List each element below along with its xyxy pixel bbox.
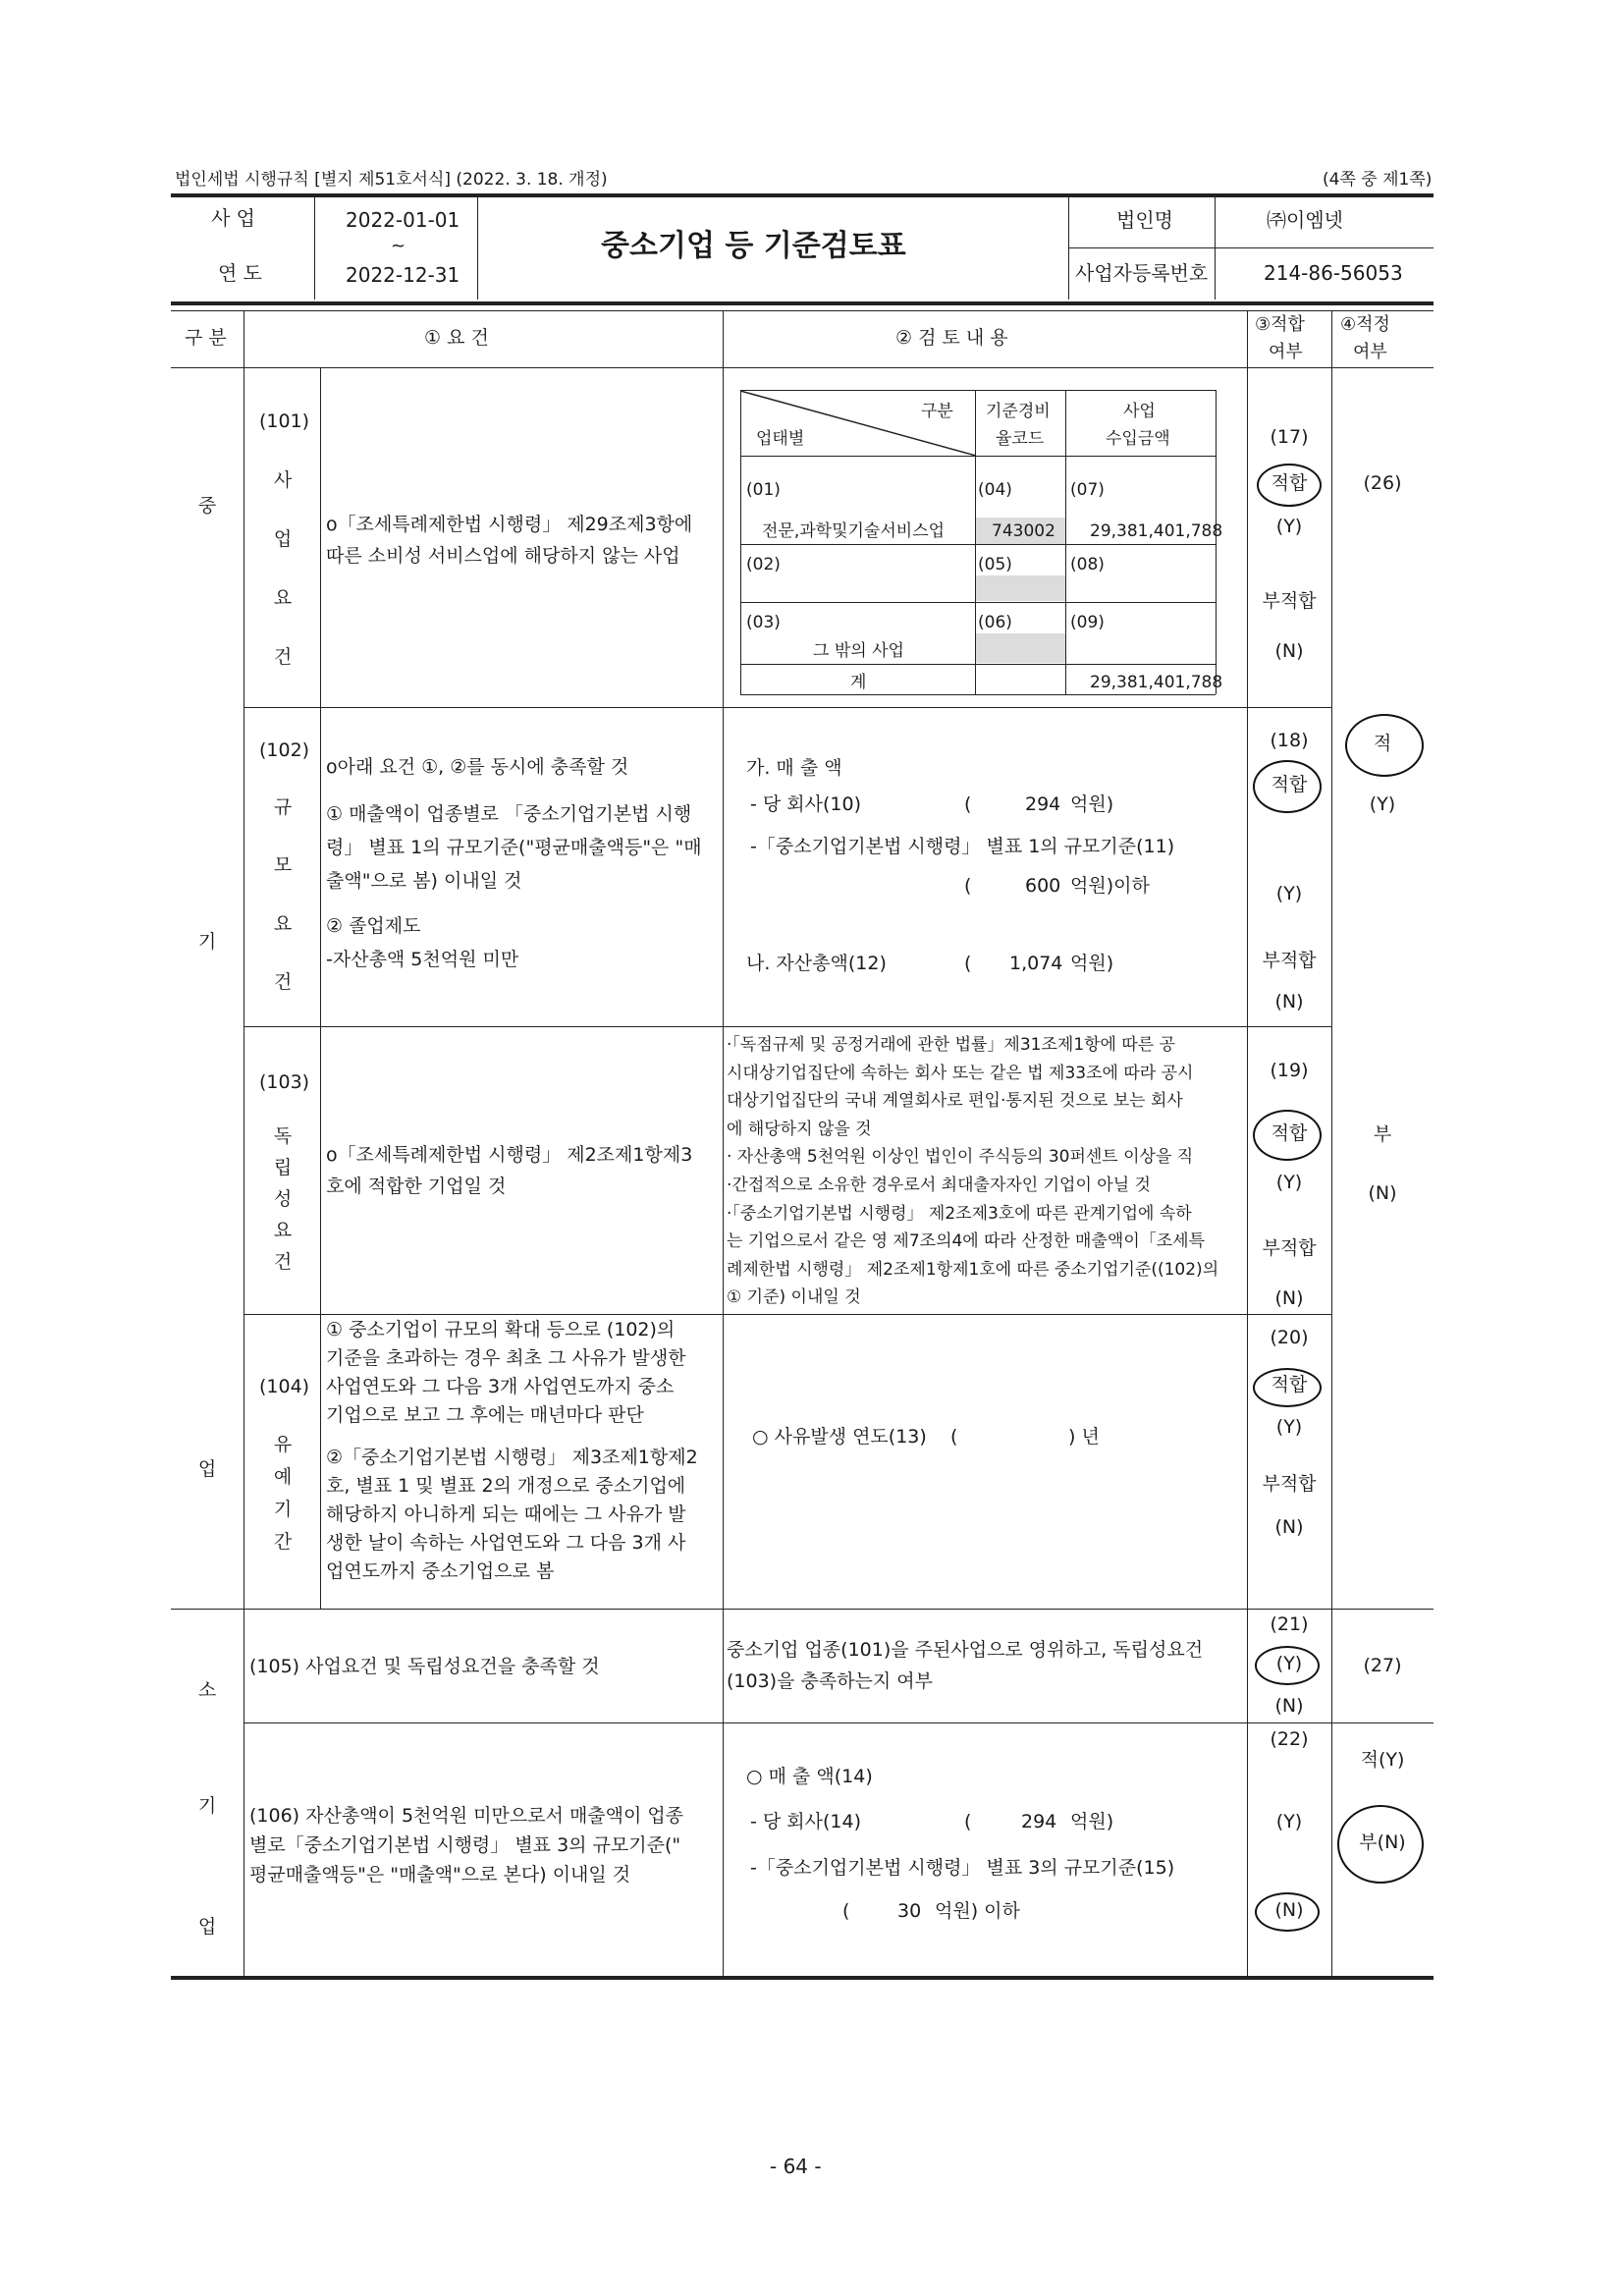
row106-proper-n[interactable]: 부(N) — [1359, 1831, 1406, 1853]
row102-fit-y: (Y) — [1275, 883, 1303, 904]
row102-rev-company: - 당 회사(10) — [750, 793, 861, 815]
row106-rev-company: - 당 회사(14) — [750, 1811, 861, 1832]
col-category: 구 분 — [185, 327, 227, 349]
tbl-r2-amt-no: (08) — [1070, 555, 1105, 574]
row104-rev-paren: ( — [950, 1426, 958, 1448]
row103-requirement: ο「조세특례제한법 시행령」 제2조제1항제3 호에 적합한 기업일 것 — [326, 1144, 693, 1197]
col-requirement: ① 요 건 — [424, 327, 489, 349]
row102-fit-n: (N) — [1274, 991, 1304, 1012]
form-caption: 법인세법 시행규칙 [별지 제51호서식] (2022. 3. 18. 개정) — [175, 170, 608, 190]
row102-fit-no-label[interactable]: 부적합 — [1262, 950, 1317, 971]
row102-rev-std: -「중소기업기본법 시행령」 별표 1의 규모기준(11) — [750, 836, 1175, 857]
tbl-head-amt-2: 수입금액 — [1106, 429, 1170, 449]
row102-v2: 모 — [273, 854, 293, 876]
row102-v1: 규 — [273, 796, 293, 818]
row104-fit-no-label[interactable]: 부적합 — [1262, 1473, 1317, 1495]
row105-requirement: (105) 사업요건 및 독립성요건을 충족할 것 — [249, 1656, 600, 1677]
row101-fit-y: (Y) — [1275, 516, 1303, 537]
row102-paren-3: ( — [964, 953, 972, 974]
row102-company-unit: 억원) — [1070, 793, 1114, 815]
tbl-r1-amt-no: (07) — [1070, 480, 1105, 500]
row105-fit-no: (21) — [1270, 1613, 1309, 1635]
col-fit-1: ③적합 — [1255, 314, 1305, 335]
end-date[interactable]: 2022-12-31 — [346, 263, 460, 287]
page-of: (4쪽 중 제1쪽) — [1323, 170, 1433, 190]
row101-fit-n: (N) — [1274, 640, 1304, 662]
cat-sme-1: 중 — [197, 495, 217, 517]
row103-v3: 성 — [273, 1188, 293, 1210]
row103-v4: 요 — [273, 1220, 293, 1241]
row103-fit-yes[interactable]: 적합 — [1271, 1122, 1308, 1144]
corp-name-label: 법인명 — [1116, 208, 1173, 232]
tbl-r3-amt-no: (09) — [1070, 613, 1105, 632]
row102-fit-no: (18) — [1270, 730, 1309, 751]
row102-proper-mark[interactable]: 적 — [1373, 733, 1392, 754]
row103-v1: 독 — [273, 1125, 293, 1147]
row102-fit-yes[interactable]: 적합 — [1271, 774, 1308, 795]
row106-std-unit: 억원) 이하 — [935, 1900, 1020, 1922]
tbl-head-amt-1: 사업 — [1123, 402, 1156, 421]
tbl-head-code-1: 기준경비 — [986, 402, 1051, 421]
tbl-head-code-2: 율코드 — [996, 429, 1045, 449]
tbl-r1-code-no: (04) — [978, 480, 1012, 500]
row105-proper-no: (27) — [1363, 1655, 1402, 1676]
row104-fit-y: (Y) — [1275, 1416, 1303, 1438]
row105-fit-n[interactable]: (N) — [1274, 1695, 1304, 1717]
tbl-r2-no: (02) — [746, 555, 781, 574]
row104-fit-n: (N) — [1274, 1516, 1304, 1538]
row106-paren-1: ( — [964, 1811, 972, 1832]
year-label-2: 연 도 — [218, 261, 262, 285]
tbl-total-amt[interactable]: 29,381,401,788 — [1090, 673, 1223, 692]
corp-name[interactable]: ㈜이엠넷 — [1267, 208, 1343, 232]
row103-v5: 건 — [273, 1251, 293, 1273]
row102-std-unit: 억원)이하 — [1070, 875, 1150, 897]
row104-requirement: ① 중소기업이 규모의 확대 등으로 (102)의 기준을 초과하는 경우 최초 그 사유가 발생한 사업연도와 그 다음 3개 사업연도까지 중소 기업으로 보고 그 후에는 매년마다 판단 ②「중소기업기본법 시행령」 제3조제1항제2 호, 별표 1 및 별표 2의 개정으로 중소기업에 해당하지 아니하게 되는 때에는 그 사유가 발 생한 날이 속하는 사업연도와 그 다음 3개 사 업연도까지 중소기업으로 봄 — [326, 1319, 698, 1582]
row106-std-val[interactable]: 30 — [897, 1900, 922, 1922]
row102-v4: 건 — [273, 971, 293, 993]
row102-requirement: ο아래 요건 ①, ②를 동시에 충족할 것 ① 매출액이 업종별로 「중소기업기본법 시행 령」 별표 1의 규모기준("평균매출액등"은 "매 출액"으로 봄) 이내일 것 ② 졸업제도 -자산총액 5천억원 미만 — [326, 756, 702, 970]
row101-proper-no: (26) — [1363, 472, 1402, 494]
col-review: ② 검 토 내 용 — [895, 327, 1008, 349]
col-proper-1: ④적정 — [1340, 314, 1390, 335]
row106-rev-std: -「중소기업기본법 시행령」 별표 3의 규모기준(15) — [750, 1857, 1175, 1879]
row102-paren-1: ( — [964, 793, 972, 815]
biz-no-label: 사업자등록번호 — [1075, 261, 1209, 285]
cat-sme-2: 기 — [197, 931, 217, 953]
row101-v3: 요 — [273, 587, 293, 609]
row102-proper-y: (Y) — [1369, 793, 1396, 815]
tbl-head-type: 업태별 — [756, 429, 805, 449]
page-number: - 64 - — [770, 2155, 822, 2178]
row105-fit-y[interactable]: (Y) — [1275, 1653, 1303, 1674]
row101-fit-yes[interactable]: 적합 — [1271, 472, 1308, 494]
cat-sme-3: 업 — [197, 1458, 217, 1480]
document-title: 중소기업 등 기준검토표 — [601, 229, 906, 263]
row106-paren-2: ( — [842, 1900, 850, 1922]
row101-v4: 건 — [273, 646, 293, 668]
tbl-total-label: 계 — [850, 673, 867, 692]
row101-code: (101) — [259, 410, 310, 432]
row106-fit-no: (22) — [1270, 1728, 1309, 1750]
row103-proper-mark[interactable]: 부 — [1373, 1123, 1392, 1145]
row105-review: 중소기업 업종(101)을 주된사업으로 영위하고, 독립성요건 (103)을 충족하는지 여부 — [727, 1639, 1204, 1692]
col-proper-2: 여부 — [1353, 342, 1387, 362]
row103-v2: 립 — [273, 1157, 293, 1178]
row103-code: (103) — [259, 1071, 310, 1093]
row104-v4: 간 — [273, 1531, 293, 1553]
tbl-r3-code-no: (06) — [978, 613, 1012, 632]
cat-small-1: 소 — [197, 1679, 217, 1701]
row102-rev-a: 가. 매 출 액 — [746, 757, 842, 779]
row102-rev-b: 나. 자산총액(12) — [746, 953, 887, 974]
date-tilde: ~ — [391, 236, 406, 256]
row103-fit-no-label[interactable]: 부적합 — [1262, 1237, 1317, 1259]
tbl-r1-name[interactable]: 전문,과학및기술서비스업 — [762, 521, 946, 541]
start-date[interactable]: 2022-01-01 — [346, 208, 460, 232]
row101-fit-no: (17) — [1270, 426, 1309, 448]
tbl-r3-no: (03) — [746, 613, 781, 632]
row102-asset-val[interactable]: 1,074 — [1009, 953, 1063, 974]
row106-company-val[interactable]: 294 — [1021, 1811, 1057, 1832]
cat-small-2: 기 — [197, 1795, 217, 1817]
row102-asset-unit: 억원) — [1070, 953, 1114, 974]
row102-std-val[interactable]: 600 — [1025, 875, 1061, 897]
row102-paren-2: ( — [964, 875, 972, 897]
row104-rev-year[interactable]: ) 년 — [1068, 1426, 1100, 1448]
row104-fit-yes[interactable]: 적합 — [1271, 1374, 1308, 1395]
tbl-r3-name: 그 밖의 사업 — [813, 641, 904, 661]
row103-review: ·「독점규제 및 공정거래에 관한 법률」제31조제1항에 따른 공 시대상기업집단에 속하는 회사 또는 같은 법 제33조에 따라 공시 대상기업집단의 국내 계열회사로 편입·통지된 것으로 보는 회사 에 해당하지 않을 것 · 자산총액 5천억원 이상인 법인이 주식등의 30퍼센트 이상을 직 ·간접적으로 소유한 경우로서 최대출자자인 기업이 아닐 것 ·「중소기업기본법 시행령」 제2조제3호에 따른 관계기업에 속하 는 기업으로서 같은 영 제7조의4에 따라 산정한 매출액이「조세특 례제한법 시행령」 제2조제1항제1호에 따른 중소기업기준((102)의 ① 기준) 이내일 것 — [727, 1035, 1219, 1308]
biz-no[interactable]: 214-86-56053 — [1264, 261, 1403, 285]
tbl-r2-code-no: (05) — [978, 555, 1012, 574]
row104-v3: 기 — [273, 1499, 293, 1520]
row101-fit-no-label[interactable]: 부적합 — [1262, 590, 1317, 612]
row103-proper-n: (N) — [1368, 1182, 1397, 1204]
cat-small-3: 업 — [197, 1916, 217, 1938]
tbl-r1-amt[interactable]: 29,381,401,788 — [1090, 521, 1223, 541]
col-fit-2: 여부 — [1269, 342, 1303, 362]
row103-fit-y: (Y) — [1275, 1172, 1303, 1193]
tbl-head-cat: 구분 — [921, 402, 953, 421]
row101-v2: 업 — [273, 528, 293, 550]
row104-v1: 유 — [273, 1434, 293, 1455]
row102-v3: 요 — [273, 913, 293, 935]
row102-code: (102) — [259, 739, 310, 761]
row104-fit-no: (20) — [1270, 1327, 1309, 1348]
row103-fit-n: (N) — [1274, 1287, 1304, 1309]
row104-code: (104) — [259, 1376, 310, 1397]
tbl-r1-code[interactable]: 743002 — [992, 521, 1055, 541]
row104-v2: 예 — [273, 1466, 293, 1488]
row101-requirement: ο「조세특례제한법 시행령」 제29조제3항에 따른 소비성 서비스업에 해당하지 않는 사업 — [326, 514, 693, 567]
row106-proper-y[interactable]: 적(Y) — [1360, 1749, 1405, 1771]
row106-rev-a: ○ 매 출 액(14) — [746, 1766, 873, 1787]
row101-v1: 사 — [273, 469, 293, 491]
row106-fit-y[interactable]: (Y) — [1275, 1811, 1303, 1832]
row104-rev-text: ○ 사유발생 연도(13) — [752, 1426, 927, 1448]
row102-company-val[interactable]: 294 — [1025, 793, 1061, 815]
year-label-1: 사 업 — [211, 206, 255, 230]
row106-requirement: (106) 자산총액이 5천억원 미만으로서 매출액이 업종 별로「중소기업기본법 시행령」 별표 3의 규모기준(" 평균매출액등"은 "매출액"으로 본다) 이내일 것 — [249, 1805, 684, 1886]
row106-company-unit: 억원) — [1070, 1811, 1114, 1832]
row103-fit-no: (19) — [1270, 1060, 1309, 1081]
tbl-r1-no: (01) — [746, 480, 781, 500]
row106-fit-n[interactable]: (N) — [1274, 1899, 1304, 1921]
